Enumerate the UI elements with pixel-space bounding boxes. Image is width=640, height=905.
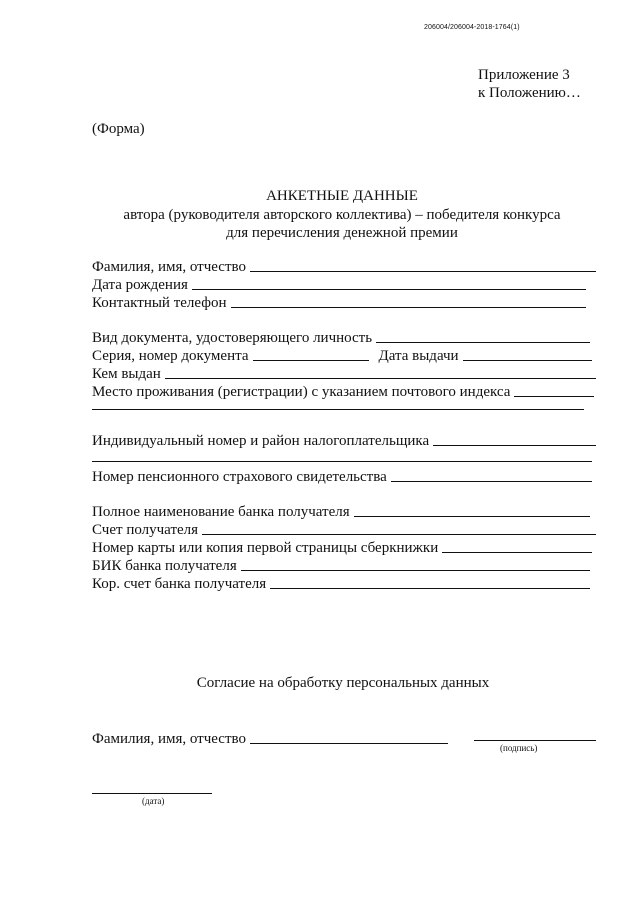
date-caption: (дата) (142, 796, 165, 806)
field-residence[interactable] (92, 382, 594, 400)
signature-line[interactable] (474, 740, 596, 741)
field-inn-line-2[interactable] (92, 461, 592, 462)
field-issued-by-label: Кем выдан (92, 366, 161, 382)
field-inn-label: Индивидуальный номер и район налогоплательщика (92, 433, 430, 449)
field-bik-line[interactable] (241, 570, 590, 571)
field-id-doc-type[interactable] (92, 328, 590, 346)
field-doc-series-label: Серия, номер документа (92, 348, 249, 364)
field-inn[interactable] (92, 431, 596, 449)
field-phone-line[interactable] (231, 307, 587, 308)
form-title: АНКЕТНЫЕ ДАННЫЕ (266, 188, 418, 204)
field-issued-by-line[interactable] (165, 378, 596, 379)
field-birth-date-label: Дата рождения (92, 277, 188, 293)
field-bank-name-line[interactable] (354, 516, 590, 517)
field-corr-account-line[interactable] (270, 588, 590, 589)
field-corr-account[interactable] (92, 574, 590, 592)
consent-fio[interactable] (92, 729, 448, 747)
appendix-line-1: Приложение 3 (478, 67, 570, 83)
field-residence-label: Место проживания (регистрации) с указанием почтового индекса (92, 384, 511, 400)
document-id: 206004/206004-2018-1764(1) (424, 24, 520, 31)
field-birth-date[interactable] (92, 275, 586, 293)
field-birth-date-line[interactable] (192, 289, 586, 290)
field-card-line[interactable] (442, 552, 592, 553)
field-residence-line-2[interactable] (92, 409, 584, 410)
field-account-label: Счет получателя (92, 522, 199, 538)
field-account[interactable] (92, 520, 596, 538)
field-bank-name-label: Полное наименование банка получателя (92, 504, 350, 520)
field-inn-line[interactable] (433, 445, 596, 446)
field-fio-line[interactable] (250, 271, 596, 272)
field-fio-label: Фамилия, имя, отчество (92, 259, 246, 275)
field-pension-cert-label: Номер пенсионного страхового свидетельства (92, 469, 387, 485)
field-doc-series-row (92, 346, 592, 364)
field-card-label: Номер карты или копия первой страницы сберкнижки (92, 540, 439, 556)
field-bik[interactable] (92, 556, 590, 574)
field-account-line[interactable] (202, 534, 596, 535)
consent-title: Согласие на обработку персональных данных (196, 675, 490, 691)
field-issued-by[interactable] (92, 364, 596, 382)
date-line[interactable] (92, 793, 212, 794)
field-fio[interactable] (92, 257, 596, 275)
field-phone-label: Контактный телефон (92, 295, 227, 311)
field-bik-label: БИК банка получателя (92, 558, 237, 574)
signature-caption: (подпись) (500, 743, 538, 753)
field-id-doc-type-label: Вид документа, удостоверяющего личность (92, 330, 373, 346)
field-corr-account-label: Кор. счет банка получателя (92, 576, 267, 592)
field-doc-series-line[interactable] (253, 360, 369, 361)
field-pension-cert-line[interactable] (391, 481, 592, 482)
field-issue-date-label: Дата выдачи (378, 348, 459, 364)
appendix-line-2: к Положению… (478, 85, 581, 101)
field-residence-line[interactable] (514, 396, 594, 397)
field-phone[interactable] (92, 293, 586, 311)
field-pension-cert[interactable] (92, 467, 592, 485)
consent-fio-line[interactable] (250, 743, 448, 744)
field-card[interactable] (92, 538, 592, 556)
form-subtitle-1: автора (руководителя авторского коллектива) – победителя конкурса (123, 207, 561, 223)
field-bank-name[interactable] (92, 502, 590, 520)
form-label: (Форма) (92, 121, 145, 137)
field-id-doc-type-line[interactable] (376, 342, 590, 343)
form-subtitle-2: для перечисления денежной премии (226, 225, 458, 241)
consent-fio-label: Фамилия, имя, отчество (92, 731, 246, 747)
field-issue-date-line[interactable] (463, 360, 592, 361)
